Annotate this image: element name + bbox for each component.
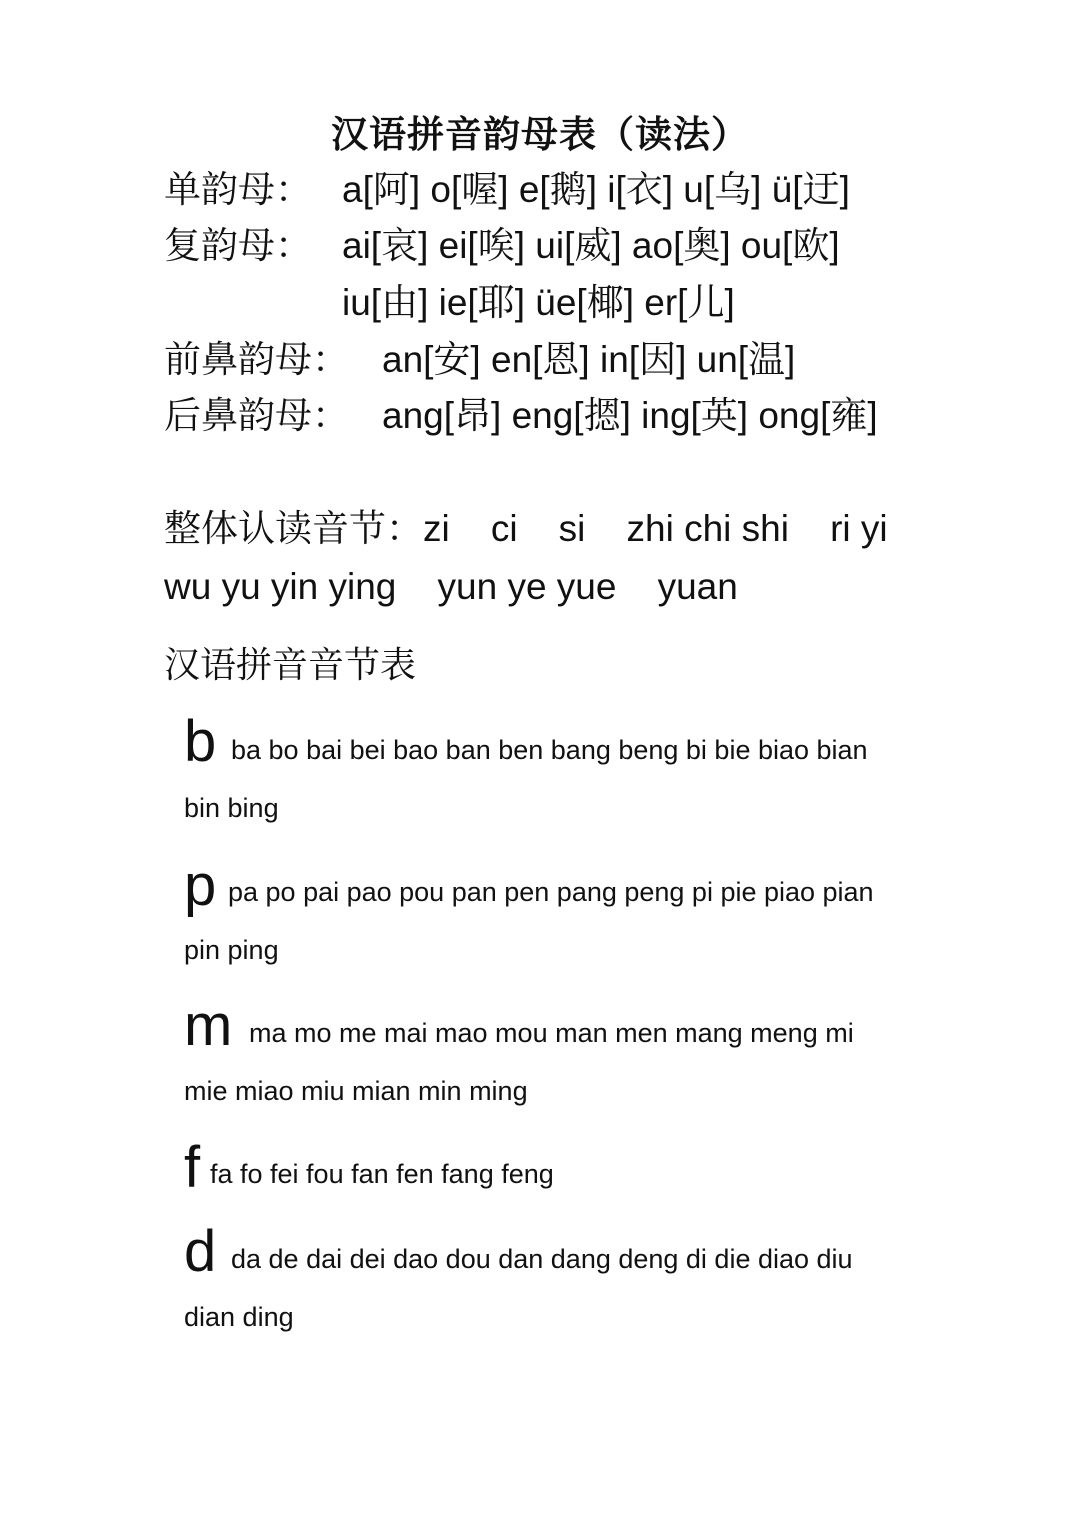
initial-letter-d: d — [184, 1219, 217, 1284]
page-title: 汉语拼音韵母表（读法） — [331, 112, 749, 156]
syllables-p-line-2: pin ping — [184, 935, 279, 965]
front-nasal-finals-row — [164, 336, 796, 384]
whole-syllables-values-1: zi ci si zhi chi shi ri yi — [423, 508, 888, 549]
single-finals-row — [164, 166, 850, 214]
back-nasal-finals-label: 后鼻韵母： — [164, 394, 349, 437]
syllables-f-line-1: fa fo fei fou fan fen fang feng — [210, 1159, 554, 1189]
initial-letter-p: p — [184, 853, 217, 918]
compound-finals-label: 复韵母： — [164, 224, 312, 267]
single-finals-values: a[阿] o[喔] e[鹅] i[衣] u[乌] ü[迂] — [342, 169, 850, 210]
back-nasal-finals-row — [164, 392, 878, 440]
initial-letter-m: m — [184, 993, 233, 1058]
whole-syllables-label: 整体认读音节： — [164, 507, 423, 550]
syllables-d-line-2: dian ding — [184, 1302, 294, 1332]
single-finals-label: 单韵母： — [164, 168, 312, 211]
syllables-p-line-1: pa po pai pao pou pan pen pang peng pi pie piao pian — [228, 877, 874, 907]
syllable-table-heading: 汉语拼音音节表 — [164, 645, 417, 686]
back-nasal-finals-values: ang[昂] eng[摁] ing[英] ong[雍] — [382, 395, 878, 436]
syllables-b-line-2: bin bing — [184, 793, 279, 823]
compound-finals-row — [164, 222, 840, 270]
front-nasal-finals-values: an[安] en[恩] in[因] un[温] — [382, 339, 796, 380]
compound-finals-values-2: iu[由] ie[耶] üe[椰] er[儿] — [342, 282, 735, 323]
syllables-m-line-2: mie miao miu mian min ming — [184, 1076, 528, 1106]
whole-syllables-line-2: wu yu yin ying yun ye yue yuan — [164, 566, 738, 607]
syllables-d-line-1: da de dai dei dao dou dan dang deng di die diao diu — [231, 1244, 853, 1274]
initial-letter-b: b — [184, 709, 217, 774]
front-nasal-finals-label: 前鼻韵母： — [164, 338, 349, 381]
initial-letter-f: f — [184, 1135, 201, 1200]
syllables-b-line-1: ba bo bai bei bao ban ben bang beng bi bie biao bian — [231, 735, 868, 765]
compound-finals-values: ai[哀] ei[唉] ui[威] ao[奥] ou[欧] — [342, 225, 840, 266]
whole-syllables-line-1 — [164, 505, 888, 553]
syllables-m-line-1: ma mo me mai mao mou man men mang meng mi — [249, 1018, 854, 1048]
